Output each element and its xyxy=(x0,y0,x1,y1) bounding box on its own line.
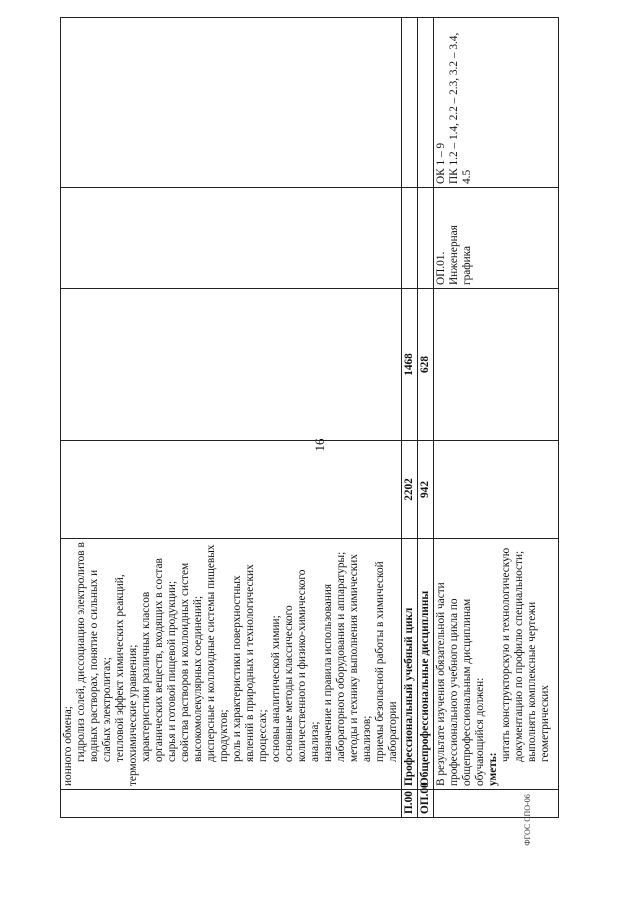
row-intro: В результате изучения обязательной части профессионального учебного цикла по общепрофессиональным дисциплинам обучающийся должен: xyxy=(435,582,486,786)
table-row-p00 xyxy=(402,17,418,817)
row-competencies xyxy=(418,17,434,187)
knowledge-list-cell xyxy=(61,538,402,789)
row-max-load: 942 xyxy=(418,440,434,538)
row-competencies xyxy=(402,17,418,187)
row-name: Профессиональный учебный цикл xyxy=(402,538,418,789)
knowledge-list xyxy=(62,542,400,786)
knowledge-item: термохимические уравнения; xyxy=(127,644,139,786)
knowledge-item: роль и характеристики поверхностных явлений в природных и технологических процессах; xyxy=(231,564,269,762)
discipline-cell xyxy=(61,187,402,288)
max-load-cell xyxy=(61,440,402,538)
knowledge-item: дисперсные и коллоидные системы пищевых продуктов; xyxy=(205,544,230,762)
table-row-knowledge-list xyxy=(61,17,402,817)
row-discipline: ОП.01. Инженерная графика xyxy=(434,187,559,288)
curriculum-table-region xyxy=(60,18,570,818)
knowledge-item: приемы безопасной работы в химической лаборатории xyxy=(374,561,399,762)
knowledge-item: основные методы классического количественного и физико-химического анализа; xyxy=(283,569,321,762)
table-row-op00 xyxy=(418,17,434,817)
row-code: ОП.00 xyxy=(418,790,434,818)
knowledge-item: основы аналитической химии; xyxy=(270,615,282,762)
row-discipline xyxy=(402,187,418,288)
rotated-table-frame xyxy=(60,18,570,818)
knowledge-item: назначение и правила использования лабораторного оборудования и аппаратуры; xyxy=(322,551,347,762)
row-mandatory-load: 628 xyxy=(418,288,434,440)
row-competencies: ОК 1 – 9 ПК 1.2 – 1.4, 2.2 – 2.3, 3.2 – 3.4, 4.5 xyxy=(434,17,559,187)
row-code: П.00 xyxy=(402,790,418,818)
mandatory-load-cell xyxy=(61,288,402,440)
row-code xyxy=(434,790,559,818)
knowledge-item: методы и технику выполнения химических анализов; xyxy=(348,554,373,762)
umet-label: уметь: xyxy=(487,752,499,786)
knowledge-item: характеристики различных классов органических веществ, входящих в состав сырья и готовой пищевой продукции; xyxy=(140,558,178,762)
umet-item: читать конструкторскую и технологическую документацию по профилю специальности; xyxy=(500,547,525,762)
footer-code: ФГОС СПО-06 xyxy=(523,794,532,846)
competencies-cell xyxy=(61,17,402,187)
knowledge-item: гидролиз солей, диссоциацию электролитов в водных растворах, понятие о сильных и слабых электролитах; xyxy=(75,542,113,762)
table-row-op01 xyxy=(434,17,559,817)
page-number: 16 xyxy=(312,438,327,452)
row-max-load xyxy=(434,440,559,538)
row-name: Общепрофессиональные дисциплины xyxy=(418,538,434,789)
row-mandatory-load: 1468 xyxy=(402,288,418,440)
row-discipline xyxy=(418,187,434,288)
umet-item: выполнять комплексные чертежи геометрических xyxy=(526,601,551,762)
row-mandatory-load xyxy=(434,288,559,440)
row-description xyxy=(434,538,559,789)
curriculum-table xyxy=(60,17,559,818)
knowledge-item: ионного обмена; xyxy=(62,706,74,786)
row-max-load: 2202 xyxy=(402,440,418,538)
code-cell xyxy=(61,790,402,818)
knowledge-item: тепловой эффект химических реакций, xyxy=(114,574,126,762)
knowledge-item: свойства растворов и коллоидных систем высокомолекулярных соединений; xyxy=(179,562,204,762)
